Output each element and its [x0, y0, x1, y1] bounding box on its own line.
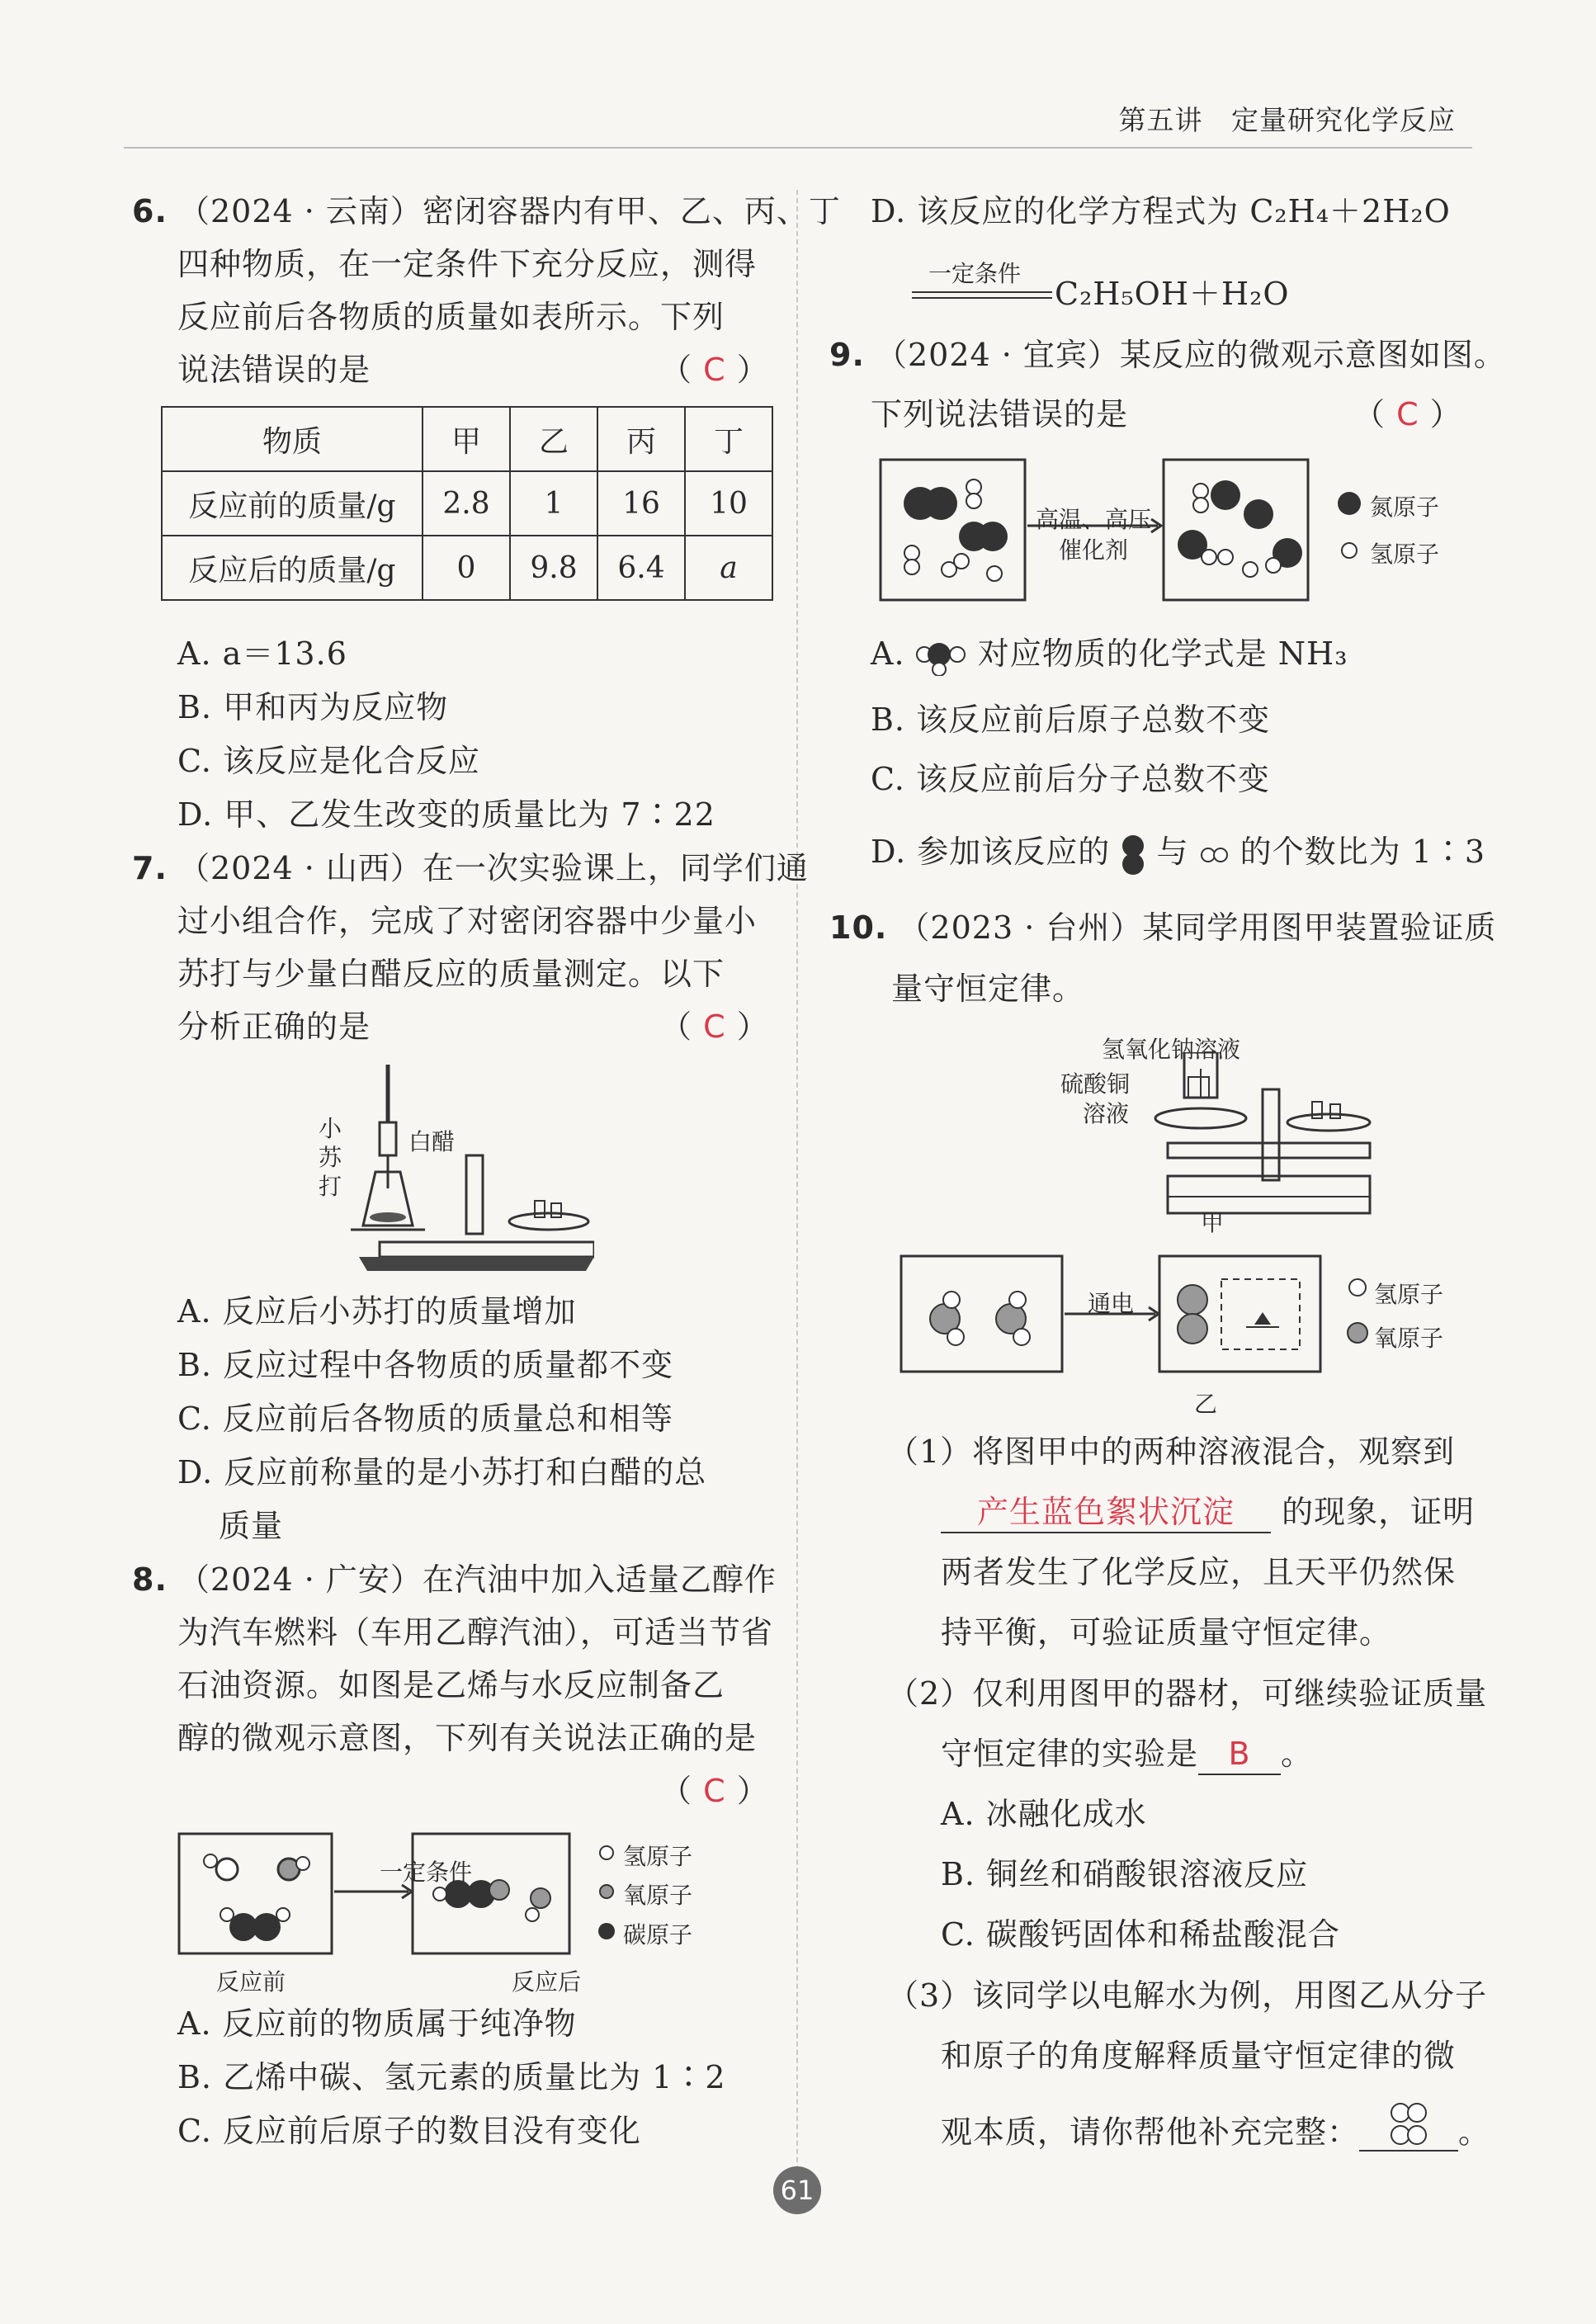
q10-label-cuso4: 硫酸铜 — [1060, 1070, 1131, 1098]
q7-option-d: D. 反应前称量的是小苏打和白醋的总 — [177, 1454, 707, 1490]
q8-option-d: D. 该反应的化学方程式为 C₂H₄＋2H₂O — [871, 193, 1451, 229]
q10-p1-line-2: 产生蓝色絮状沉淀 的现象，证明 — [941, 1494, 1475, 1533]
q6-mass-table — [161, 406, 773, 601]
q9-arrow-bottom: 催化剂 — [1059, 536, 1129, 564]
q7-answer: （ C ） — [660, 1008, 769, 1045]
q7-label-baking-soda: 小苏打 — [319, 1115, 342, 1200]
q6-option-d: D. 甲、乙发生改变的质量比为 7∶22 — [177, 796, 715, 833]
q10-p2-answer: B — [1198, 1736, 1281, 1775]
q9-answer: （ C ） — [1353, 396, 1462, 432]
q9-legend-hydrogen: 氢原子 — [1370, 541, 1440, 568]
q7-line-3: 苏打与少量白醋反应的质量测定。以下 — [177, 956, 725, 992]
q9-option-a: A. 对应物质的化学式是 NH₃ — [871, 635, 1348, 676]
q7-option-d-cont: 质量 — [219, 1508, 284, 1544]
q10-arrow-label: 通电 — [1088, 1290, 1135, 1317]
n2-molecule-icon — [1121, 834, 1145, 876]
q7-balance-figure — [347, 1065, 594, 1279]
q7-line-1: 7. （2024 · 山西）在一次实验课上，同学们通 — [132, 850, 809, 886]
q6-line-1: 6. （2024 · 云南）密闭容器内有甲、乙、丙、丁 — [132, 193, 841, 229]
q8-line-1: 8. （2024 · 广安）在汽油中加入适量乙醇作 — [132, 1561, 777, 1598]
header-rule — [124, 147, 1472, 149]
topic-label: 定量研究化学反应 — [1231, 104, 1456, 136]
q9-line-2: 下列说法错误的是 — [871, 396, 1129, 432]
q10-p3-line-3: 观本质，请你帮他补充完整： 。 — [941, 2100, 1490, 2152]
q9-micro-figure — [879, 458, 1473, 607]
q8-legend-oxygen: 氧原子 — [623, 1882, 693, 1909]
q10-label-naoh: 氢氧化钠溶液 — [1102, 1036, 1241, 1063]
q10-micro-figure-yi — [900, 1254, 1461, 1378]
q10-label-solution: 溶液 — [1083, 1100, 1130, 1127]
lecture-label: 第五讲 — [1118, 104, 1203, 136]
q8-line-2: 为汽车燃料（车用乙醇汽油），可适当节省 — [177, 1614, 774, 1651]
q7-option-c: C. 反应前后各物质的质量总和相等 — [177, 1401, 673, 1437]
q8-option-c: C. 反应前后原子的数目没有变化 — [177, 2113, 641, 2149]
q10-legend-oxygen: 氧原子 — [1374, 1325, 1444, 1352]
q10-caption-yi: 乙 — [1194, 1391, 1218, 1418]
q10-p1-line-4: 持平衡，可验证质量守恒定律。 — [941, 1614, 1392, 1651]
q9-line-1: 9. （2024 · 宜宾）某反应的微观示意图如图。 — [829, 337, 1506, 373]
q8-legend-carbon: 碳原子 — [623, 1921, 693, 1948]
q10-p3-line-2: 和原子的角度解释质量守恒定律的微 — [941, 2038, 1457, 2074]
q8-option-d-products: C₂H₅OH＋H₂O — [1055, 276, 1290, 312]
q8-option-a: A. 反应前的物质属于纯净物 — [177, 2005, 577, 2042]
table-row: 反应后的质量/g 0 9.8 6.4 a — [162, 536, 772, 600]
q10-p2-option-c: C. 碳酸钙固体和稀盐酸混合 — [941, 1916, 1340, 1953]
q6-option-b: B. 甲和丙为反应物 — [177, 689, 449, 725]
q7-line-2: 过小组合作，完成了对密闭容器中少量小 — [177, 903, 758, 939]
q10-p1-answer: 产生蓝色絮状沉淀 — [941, 1494, 1271, 1533]
q7-option-a: A. 反应后小苏打的质量增加 — [177, 1293, 577, 1330]
q8-number: 8. — [132, 1561, 168, 1598]
q10-number: 10. — [829, 909, 888, 946]
table-row: 物质 甲 乙 丙 丁 — [162, 407, 772, 471]
equation-line — [912, 297, 1052, 299]
q9-number: 9. — [829, 337, 865, 373]
q7-line-4: 分析正确的是 — [177, 1008, 371, 1045]
q7-option-b: B. 反应过程中各物质的质量都不变 — [177, 1347, 674, 1383]
q6-line-4: 说法错误的是 — [177, 352, 371, 388]
q8-option-b: B. 乙烯中碳、氢元素的质量比为 1∶2 — [177, 2059, 726, 2095]
q8-legend-hydrogen: 氢原子 — [623, 1843, 693, 1870]
q7-label-vinegar: 白醋 — [408, 1128, 456, 1155]
q6-number: 6. — [132, 193, 168, 229]
q9-option-d: D. 参加该反应的 与 的个数比为 1∶3 — [871, 834, 1485, 876]
q6-answer: （ C ） — [660, 352, 769, 388]
q10-line-2: 量守恒定律。 — [891, 971, 1085, 1007]
q6-line-2: 四种物质，在一定条件下充分反应，测得 — [177, 246, 758, 282]
q9-arrow-top: 高温、高压 — [1036, 506, 1152, 533]
q8-caption-before: 反应前 — [216, 1968, 286, 1996]
q6-line-3: 反应前后各物质的质量如表所示。下列 — [177, 299, 725, 335]
page-header — [1119, 99, 1456, 138]
q7-number: 7. — [132, 850, 168, 886]
q10-p3-line-1: （3）该同学以电解水为例，用图乙从分子 — [887, 1977, 1488, 2014]
q10-caption-jia: 甲 — [1201, 1209, 1225, 1236]
q8-arrow-label: 一定条件 — [380, 1859, 473, 1886]
q10-legend-hydrogen: 氢原子 — [1374, 1281, 1444, 1308]
q10-p2-option-a: A. 冰融化成水 — [941, 1796, 1147, 1832]
q6-option-a: A. a＝13.6 — [177, 635, 347, 672]
column-divider — [796, 190, 798, 2187]
q10-p2-option-b: B. 铜丝和硝酸银溶液反应 — [941, 1856, 1309, 1892]
nh3-molecule-icon — [916, 638, 967, 676]
q8-option-d-condition: 一定条件 — [928, 260, 1022, 287]
q9-option-b: B. 该反应前后原子总数不变 — [871, 701, 1271, 738]
equation-line — [912, 291, 1052, 293]
q10-balance-figure-jia — [1139, 1052, 1386, 1250]
q8-caption-after: 反应后 — [512, 1968, 582, 1996]
q10-line-1: 10. （2023 · 台州）某同学用图甲装置验证质 — [829, 909, 1497, 946]
q10-p3-answer-blank — [1359, 2100, 1458, 2152]
q9-legend-nitrogen: 氮原子 — [1370, 494, 1440, 521]
h2-molecule-icon — [1200, 846, 1230, 864]
q8-line-4: 醇的微观示意图，下列有关说法正确的是 — [177, 1720, 758, 1756]
table-row: 反应前的质量/g 2.8 1 16 10 — [162, 471, 772, 536]
page-number: 61 — [773, 2166, 821, 2214]
q8-line-3: 石油资源。如图是乙烯与水反应制备乙 — [177, 1667, 725, 1703]
q10-p2-line-1: （2）仅利用图甲的器材，可继续验证质量 — [887, 1675, 1488, 1712]
q6-option-c: C. 该反应是化合反应 — [177, 743, 480, 779]
hydrogen-molecule-icon — [1384, 2100, 1433, 2148]
q9-option-c: C. 该反应前后分子总数不变 — [871, 761, 1270, 797]
q10-p1-line-1: （1）将图甲中的两种溶液混合，观察到 — [887, 1434, 1456, 1470]
q10-p1-line-3: 两者发生了化学反应，且天平仍然保 — [941, 1554, 1457, 1590]
q10-p2-line-2: 守恒定律的实验是 B 。 — [941, 1736, 1313, 1775]
q8-answer: （ C ） — [660, 1773, 769, 1809]
